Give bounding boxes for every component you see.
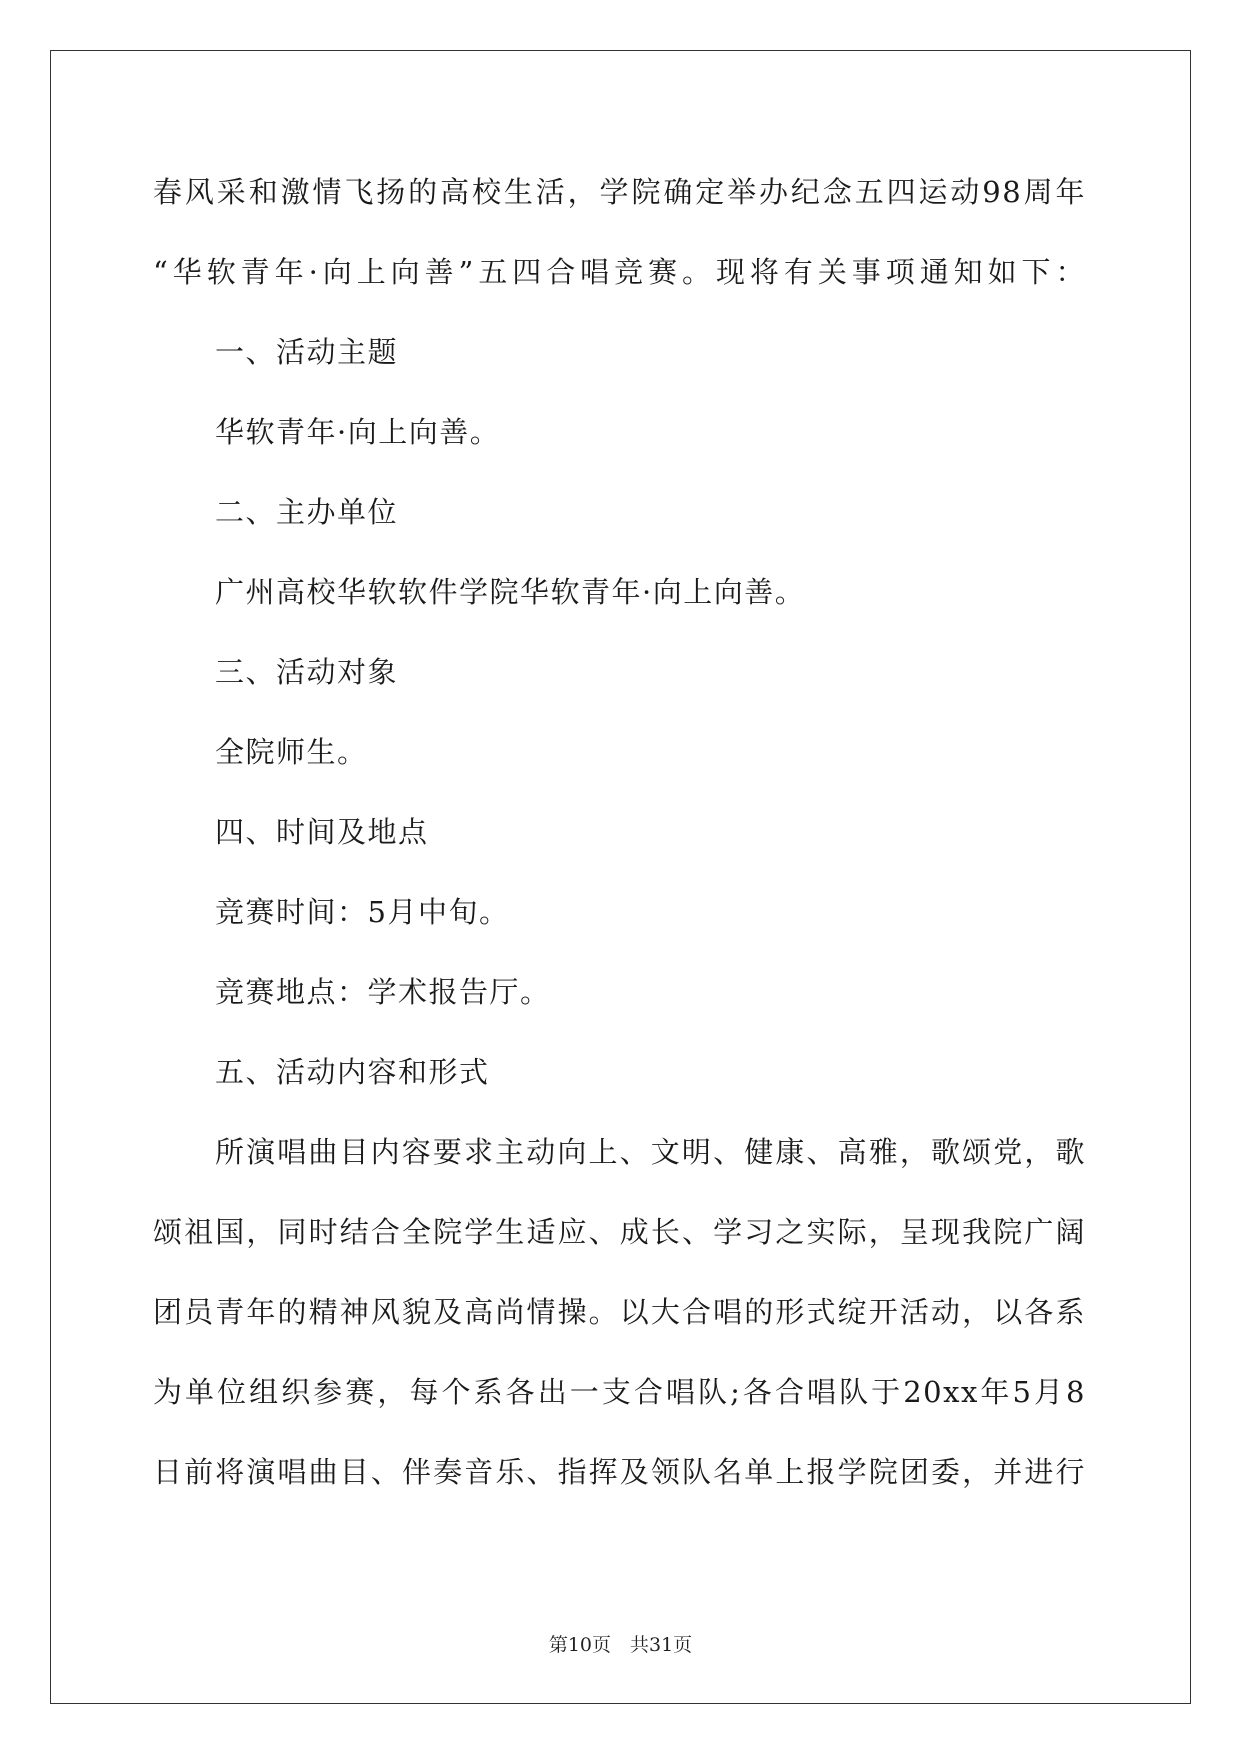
paragraph-content-line-2: 颂祖国，同时结合全院学生适应、成长、学习之实际，呈现我院广阔 [153,1215,1086,1249]
heading-participants: 三、活动对象 [215,655,399,689]
heading-organizer: 二、主办单位 [215,495,399,529]
participants-text: 全院师生。 [215,735,368,769]
organizer-text: 广州高校华软软件学院华软青年·向上向善。 [215,575,806,609]
competition-time: 竞赛时间：5月中旬。 [215,895,510,929]
heading-activity-theme: 一、活动主题 [215,335,399,369]
heading-content-form: 五、活动内容和形式 [215,1055,490,1089]
page-number-footer: 第10页 共31页 [548,1634,693,1656]
paragraph-intro-line-2: “华软青年·向上向善”五四合唱竞赛。现将有关事项通知如下： [153,255,1086,289]
paragraph-content-line-5: 日前将演唱曲目、伴奏音乐、指挥及领队名单上报学院团委，并进行 [153,1455,1086,1489]
paragraph-content-line-4: 为单位组织参赛，每个系各出一支合唱队;各合唱队于20xx年5月8 [153,1375,1086,1409]
competition-venue: 竞赛地点：学术报告厅。 [215,975,551,1009]
heading-time-place: 四、时间及地点 [215,815,429,849]
paragraph-content-line-1: 所演唱曲目内容要求主动向上、文明、健康、高雅，歌颂党，歌 [215,1135,1086,1169]
paragraph-intro-line-1: 春风采和激情飞扬的高校生活，学院确定举办纪念五四运动98周年 [153,175,1086,209]
activity-theme-text: 华软青年·向上向善。 [215,415,501,449]
paragraph-content-line-3: 团员青年的精神风貌及高尚情操。以大合唱的形式绽开活动，以各系 [153,1295,1086,1329]
